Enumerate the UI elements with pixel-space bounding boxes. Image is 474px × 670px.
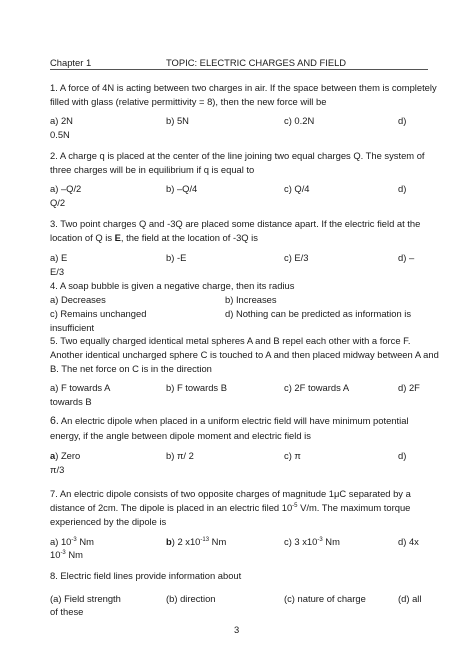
option-a: a) Decreases	[50, 294, 106, 305]
option-b: b) 5N	[166, 115, 189, 126]
superscript: -3	[317, 537, 323, 543]
option-b: b) π/ 2	[166, 450, 194, 461]
header-rule	[50, 69, 428, 70]
question-text-line: 5. Two equally charged identical metal spheres A and B repel each other with a force F.	[50, 335, 411, 346]
option-a	[50, 450, 80, 461]
option-d: d)	[398, 450, 407, 461]
option-a: a) F towards A	[50, 382, 111, 393]
question-text-line: B. The net force on C is in the direction	[50, 363, 212, 374]
question-text-line: filled with glass (relative permittivity = 8), then the new force will be	[50, 96, 327, 107]
option-a: a) –Q/2	[50, 183, 82, 194]
question-text-line	[50, 502, 410, 513]
option-c: (c) nature of charge	[284, 593, 366, 604]
option-d: d)	[398, 183, 407, 194]
question-text-line: 8. Electric field lines provide information about	[50, 570, 242, 581]
superscript: -3	[60, 550, 66, 556]
superscript: -13	[200, 537, 210, 543]
question-text-line	[50, 232, 258, 243]
option-d: d) Nothing can be predicted as information is	[225, 308, 412, 319]
option-c: c) Remains unchanged	[50, 308, 147, 319]
question-text-line: 2. A charge q is placed at the center of the line joining two equal charges Q. The system of	[50, 150, 425, 161]
option-b: b) -E	[166, 252, 187, 263]
option-d: (d) all	[398, 593, 422, 604]
option-c: c) 0.2N	[284, 115, 315, 126]
option-b: b) F towards B	[166, 382, 227, 393]
option-d-continued: towards B	[50, 396, 92, 407]
page-number: 3	[234, 624, 240, 635]
option-d-continued: insufficient	[50, 322, 95, 333]
option-d: d) 2F	[398, 382, 420, 393]
option-b: b) Increases	[225, 294, 277, 305]
option-a: a) E	[50, 252, 68, 263]
superscript: -5	[292, 503, 298, 509]
option-b: b) –Q/4	[166, 183, 198, 194]
option-b	[166, 536, 226, 547]
option-letter: b	[166, 536, 172, 547]
question-text-line: energy, if the angle between dipole moment and electric field is	[50, 430, 311, 441]
question-text-line: 4. A soap bubble is given a negative charge, then its radius	[50, 280, 295, 291]
text-run: Nm	[65, 549, 83, 560]
option-c	[284, 536, 340, 547]
text-run: distance of 2cm. The dipole is placed in an electric filed 10	[50, 502, 293, 513]
option-c: c) π	[284, 450, 301, 461]
question-text-line: Another identical uncharged sphere C is touched to A and then placed midway between A and	[50, 349, 439, 360]
superscript: -3	[71, 537, 77, 543]
option-c: c) E/3	[284, 252, 309, 263]
text-run: An electric dipole when placed in a uniform electric field will have minimum potential	[58, 415, 409, 426]
bold-symbol: E	[114, 232, 121, 243]
topic-title: TOPIC: ELECTRIC CHARGES AND FIELD	[166, 57, 347, 68]
option-c: c) 2F towards A	[284, 382, 350, 393]
option-d-continued: E/3	[50, 266, 65, 277]
option-letter: a	[50, 450, 56, 461]
text-run: 10	[50, 549, 61, 560]
text-run: Nm	[322, 536, 340, 547]
option-d: d)	[398, 115, 407, 126]
text-run: ) 2 x10	[171, 536, 201, 547]
option-d: d) 4x	[398, 536, 419, 547]
text-run: a) 10	[50, 536, 72, 547]
chapter-label: Chapter 1	[50, 57, 92, 68]
option-b: (b) direction	[166, 593, 216, 604]
option-d-continued	[50, 549, 83, 560]
text-run: Nm	[76, 536, 94, 547]
text-run: location of Q is	[50, 232, 115, 243]
question-text-line: 7. An electric dipole consists of two opposite charges of magnitude 1μC separated by a	[50, 488, 411, 499]
text-run: ) Zero	[55, 450, 81, 461]
option-c: c) Q/4	[284, 183, 310, 194]
option-a: (a) Field strength	[50, 593, 121, 604]
option-d-continued: of these	[50, 606, 84, 617]
text-run: , the field at the location of -3Q is	[120, 232, 258, 243]
text-run: c) 3 x10	[284, 536, 318, 547]
question-text-line: 3. Two point charges Q and -3Q are placed some distance apart. If the electric field at the	[50, 218, 421, 229]
question-number: 6.	[50, 415, 59, 427]
option-d: d) –	[398, 252, 415, 263]
option-a	[50, 536, 94, 547]
option-a: a) 2N	[50, 115, 73, 126]
question-text-line: 1. A force of 4N is acting between two charges in air. If the space between them is completely	[50, 82, 437, 93]
text-run: V/m. The maximum torque	[297, 502, 411, 513]
option-d-continued: 0.5N	[50, 129, 70, 140]
text-run: Nm	[209, 536, 227, 547]
question-text-line: experienced by the dipole is	[50, 516, 167, 527]
option-d-continued: Q/2	[50, 197, 66, 208]
question-text-line	[50, 415, 409, 427]
option-d-continued: π/3	[50, 464, 65, 475]
question-text-line: three charges will be in equilibrium if q is equal to	[50, 164, 255, 175]
